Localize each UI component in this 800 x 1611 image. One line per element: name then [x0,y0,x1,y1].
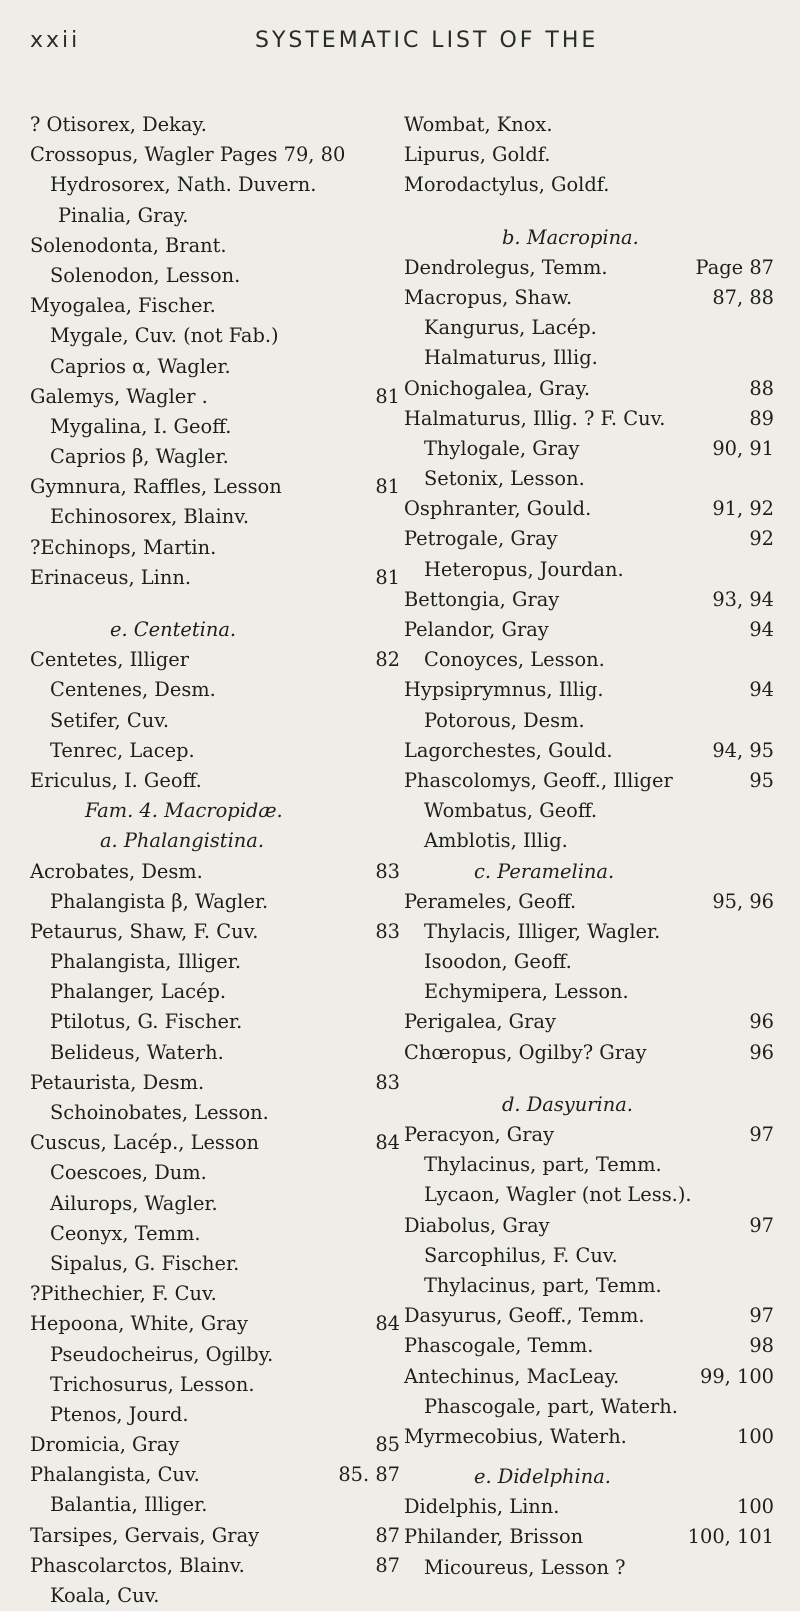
section-heading-text: b. Macropina. [502,225,639,249]
taxon-name: Dromicia, Gray [30,1433,180,1457]
taxon-entry [30,706,400,736]
taxon-entry [30,201,400,231]
page-reference: 85 [375,1433,400,1457]
page-reference: 87 [375,1523,400,1547]
taxon-entry [404,494,774,524]
taxon-name: Dasyurus, Geoff., Temm. [404,1304,645,1328]
taxon-name: Lipurus, Goldf. [404,143,551,167]
page-reference: 85. 87 [338,1463,400,1487]
taxon-name: Hydrosorex, Nath. Duvern. [50,173,317,197]
taxon-entry [404,283,774,313]
taxon-entry [30,1551,400,1581]
taxon-entry [404,645,774,675]
taxon-entry [404,464,774,494]
page-reference: 84 [375,1312,400,1336]
taxon-entry [30,261,400,291]
page-reference: 97 [749,1304,774,1328]
taxon-name: Setonix, Lesson. [424,467,585,491]
taxon-entry [30,977,400,1007]
page-number: xxii [30,28,81,53]
taxon-name: Sipalus, G. Fischer. [50,1251,240,1275]
taxon-name: Antechinus, MacLeay. [404,1364,620,1388]
taxon-entry [404,1271,774,1301]
taxon-entry [30,1279,400,1309]
taxon-name: Bettongia, Gray [404,587,560,611]
taxon-entry [30,412,400,442]
page-reference: 95 [749,768,774,792]
page-reference: 90, 91 [712,436,774,460]
taxon-entry [404,110,774,140]
taxon-entry [404,1007,774,1037]
section-heading-text: d. Dasyurina. [502,1092,633,1116]
taxon-name: Ptilotus, G. Fischer. [50,1010,243,1034]
page-reference: 96 [749,1040,774,1064]
page-reference: 97 [749,1123,774,1146]
page-reference: 93, 94 [712,587,774,611]
taxon-entry [30,533,400,563]
taxon-entry [30,231,400,261]
taxon-name: Hypsiprymnus, Illig. [404,678,604,702]
page-reference: 87, 88 [712,285,774,309]
taxon-name: Tarsipes, Gervais, Gray [30,1523,260,1547]
taxon-name: Acrobates, Desm. [30,859,203,883]
taxon-entry [404,887,774,917]
taxon-entry [30,1340,400,1370]
section-spacer [30,593,400,615]
page-reference: 96 [749,1010,774,1034]
taxon-entry [404,555,774,585]
taxon-entry [404,947,774,977]
taxon-entry [30,1098,400,1128]
page-reference: 95, 96 [712,889,774,913]
taxon-name: Osphranter, Gould. [404,497,592,521]
taxon-name: Centenes, Desm. [50,678,216,702]
taxon-name: Pseudocheirus, Ogilby. [50,1342,274,1366]
taxon-name: Koala, Cuv. [50,1584,160,1607]
taxon-name: Tenrec, Lacep. [50,738,195,762]
page-reference: 98 [749,1334,774,1358]
taxon-name: Mygalina, I. Geoff. [50,414,232,438]
section-heading-text: Fam. 4. Macropidæ. [85,799,283,823]
taxon-name: Phascolarctos, Blainv. [30,1553,245,1577]
taxon-name: Caprios β, Wagler. [50,445,229,469]
taxon-name: Cuscus, Lacép., Lesson [30,1131,259,1155]
taxon-name: Belideus, Waterh. [50,1040,224,1064]
section-heading [404,223,774,253]
taxon-entry [30,1521,400,1551]
taxon-entry [404,524,774,554]
taxon-name: Gymnura, Raffles, Lesson [30,475,282,499]
taxon-name: Thylacinus, part, Temm. [424,1153,662,1177]
taxon-entry [30,563,400,593]
taxon-entry [404,585,774,615]
section-heading [30,826,400,856]
page-reference: 100 [736,1495,774,1519]
page-reference: 94 [749,618,774,641]
taxon-name: Phascogale, Temm. [404,1334,594,1358]
taxon-entry [30,1400,400,1430]
taxon-name: Phalangista, Illiger. [50,950,242,974]
taxon-entry [30,1128,400,1158]
section-heading-text: e. Centetina. [110,618,237,641]
page-reference: 91, 92 [712,497,774,521]
taxon-name: Morodactylus, Goldf. [404,173,610,197]
taxon-name: Petaurista, Desm. [30,1070,205,1094]
running-title: SYSTEMATIC LIST OF THE [255,28,599,53]
taxon-entry [30,382,400,412]
taxon-name: Perameles, Geoff. [404,889,577,913]
taxon-entry [30,1038,400,1068]
taxon-name: ?Echinops, Martin. [30,535,217,559]
page-reference: 88 [749,376,774,400]
taxon-entry [404,374,774,404]
taxon-name: Conoyces, Lesson. [424,648,605,672]
taxon-entry [404,1241,774,1271]
section-heading [30,615,400,645]
page-reference: 81 [375,384,400,408]
taxon-entry [404,766,774,796]
taxon-entry [404,1331,774,1361]
taxon-entry [30,140,400,170]
taxon-entry [404,1422,774,1452]
taxon-name: Thylacinus, part, Temm. [424,1273,662,1297]
taxon-name: Ericulus, I. Geoff. [30,768,202,792]
taxon-name: Myogalea, Fischer. [30,294,216,318]
taxon-name: Phalanger, Lacép. [50,980,227,1004]
taxon-entry [30,887,400,917]
page-reference: 82 [375,648,400,672]
taxon-name: Thylogale, Gray [424,436,580,460]
taxon-entry [404,796,774,826]
taxon-entry [30,110,400,140]
taxon-entry [30,857,400,887]
taxon-entry [404,1180,774,1210]
taxon-name: ?Pithechier, F. Cuv. [30,1282,217,1306]
taxon-entry [404,917,774,947]
section-heading-text: a. Phalangistina. [100,829,265,853]
taxon-entry [404,1362,774,1392]
page-reference: 99, 100 [699,1364,774,1388]
taxon-entry [30,1249,400,1279]
section-spacer [404,1452,774,1462]
taxon-name: Heteropus, Jourdan. [424,557,624,581]
taxon-name: Petaurus, Shaw, F. Cuv. [30,919,259,943]
taxon-name: Wombatus, Geoff. [424,799,598,823]
taxon-entry [30,675,400,705]
taxon-name: Pelandor, Gray [404,618,549,641]
section-spacer [404,1068,774,1090]
taxon-name: Ailurops, Wagler. [50,1191,218,1215]
taxon-name: Crossopus, Wagler Pages 79, 80 [30,143,346,167]
taxon-name: Echinosorex, Blainv. [50,505,250,529]
taxon-entry [30,1430,400,1460]
page-reference: 83 [375,919,400,943]
taxon-entry [404,977,774,1007]
taxon-name: Potorous, Desm. [424,708,585,732]
taxon-name: Galemys, Wagler . [30,384,208,408]
taxon-entry [30,947,400,977]
taxon-name: Ptenos, Jourd. [50,1402,189,1426]
taxon-name: Chœropus, Ogilby? Gray [404,1040,647,1064]
taxon-name: Onichogalea, Gray. [404,376,591,400]
taxon-name: Wombat, Knox. [404,113,553,136]
taxon-entry [30,1581,400,1611]
taxon-entry [404,706,774,736]
taxon-entry [30,472,400,502]
taxon-entry [30,1370,400,1400]
taxon-entry [404,170,774,200]
taxon-name: Dendrolegus, Temm. [404,255,608,279]
taxon-name: Petrogale, Gray [404,527,558,551]
taxon-name: Setifer, Cuv. [50,708,170,732]
taxon-name: Schoinobates, Lesson. [50,1101,269,1124]
taxon-name: Myrmecobius, Waterh. [404,1424,627,1448]
running-header [0,28,800,68]
taxon-name: Trichosurus, Lesson. [50,1372,255,1396]
page-reference: 83 [375,859,400,883]
taxon-entry [30,1490,400,1520]
taxon-name: Phalangista, Cuv. [30,1463,200,1487]
section-spacer [404,201,774,223]
taxon-entry [404,1553,774,1583]
taxon-entry [404,434,774,464]
taxon-entry [404,1392,774,1422]
taxon-name: Phascolomys, Geoff., Illiger [404,768,673,792]
taxon-entry [30,1460,400,1490]
taxon-name: Phascogale, part, Waterh. [424,1394,678,1418]
taxon-name: Macropus, Shaw. [404,285,573,309]
taxon-entry [30,645,400,675]
page-reference: 84 [375,1131,400,1155]
taxon-entry [30,1309,400,1339]
taxon-entry [30,1219,400,1249]
page-reference: 81 [375,475,400,499]
taxon-name: Halmaturus, Illig. ? F. Cuv. [404,406,666,430]
taxon-entry [404,1150,774,1180]
taxon-name: Solenodonta, Brant. [30,233,227,257]
page-reference: 100, 101 [687,1525,774,1549]
taxon-entry [30,1158,400,1188]
section-heading-text: e. Didelphina. [474,1465,611,1489]
page-reference: 83 [375,1070,400,1094]
taxon-name: Phalangista β, Wagler. [50,889,269,913]
page-reference: 92 [749,527,774,551]
taxon-entry [30,766,400,796]
taxon-entry [404,253,774,283]
taxon-entry [404,736,774,766]
page-reference: 97 [749,1213,774,1237]
taxon-entry [30,321,400,351]
taxon-entry [30,502,400,532]
taxon-name: Solenodon, Lesson. [50,263,241,287]
taxon-name: Pinalia, Gray. [58,203,189,227]
right-column [404,110,774,1583]
taxon-name: Centetes, Illiger [30,648,190,672]
taxon-name: Coescoes, Dum. [50,1161,207,1185]
page-reference: Page 87 [695,255,774,279]
taxon-entry [404,615,774,645]
taxon-entry [30,736,400,766]
taxon-name: Balantia, Illiger. [50,1493,208,1517]
taxon-name: Hepoona, White, Gray [30,1312,249,1336]
page-reference: 81 [375,565,400,589]
taxon-name: ? Otisorex, Dekay. [30,113,207,136]
section-heading-text: c. Peramelina. [474,859,615,883]
section-heading [404,1462,774,1492]
section-heading [30,796,400,826]
taxon-entry [404,1492,774,1522]
taxon-entry [404,404,774,434]
taxon-entry [404,1211,774,1241]
taxon-name: Kangurus, Lacép. [424,316,597,340]
taxon-name: Lagorchestes, Gould. [404,738,613,762]
taxon-name: Thylacis, Illiger, Wagler. [424,919,661,943]
left-column [30,110,400,1611]
taxon-entry [30,352,400,382]
taxon-entry [404,1038,774,1068]
section-heading [404,1090,774,1120]
taxon-name: Micoureus, Lesson ? [424,1555,626,1579]
taxon-name: Halmaturus, Illig. [424,346,598,370]
taxon-entry [404,826,774,856]
taxon-name: Caprios α, Wagler. [50,354,231,378]
taxon-name: Perigalea, Gray [404,1010,556,1034]
taxon-entry [30,917,400,947]
taxon-entry [404,140,774,170]
page-reference: 100 [736,1424,774,1448]
taxon-entry [30,1068,400,1098]
taxon-entry [404,313,774,343]
taxon-name: Erinaceus, Linn. [30,565,191,589]
taxon-name: Peracyon, Gray [404,1123,555,1146]
taxon-entry [404,343,774,373]
taxon-entry [30,170,400,200]
taxon-name: Amblotis, Illig. [424,829,568,853]
taxon-name: Mygale, Cuv. (not Fab.) [50,324,279,348]
taxon-name: Didelphis, Linn. [404,1495,560,1519]
section-heading [404,857,774,887]
taxon-entry [30,291,400,321]
taxon-name: Philander, Brisson [404,1525,584,1549]
page-reference: 89 [749,406,774,430]
page-reference: 94 [749,678,774,702]
taxon-entry [404,1301,774,1331]
taxon-name: Ceonyx, Temm. [50,1221,201,1245]
taxon-entry [404,1522,774,1552]
taxon-name: Echymipera, Lesson. [424,980,629,1004]
page-reference: 94, 95 [712,738,774,762]
taxon-name: Isoodon, Geoff. [424,950,572,974]
taxon-entry [404,1120,774,1150]
taxon-entry [30,442,400,472]
taxon-name: Sarcophilus, F. Cuv. [424,1243,618,1267]
taxon-entry [404,675,774,705]
taxon-name: Lycaon, Wagler (not Less.). [424,1183,692,1207]
taxon-name: Diabolus, Gray [404,1213,550,1237]
taxon-entry [30,1007,400,1037]
taxon-entry [30,1189,400,1219]
page-reference: 87 [375,1553,400,1577]
